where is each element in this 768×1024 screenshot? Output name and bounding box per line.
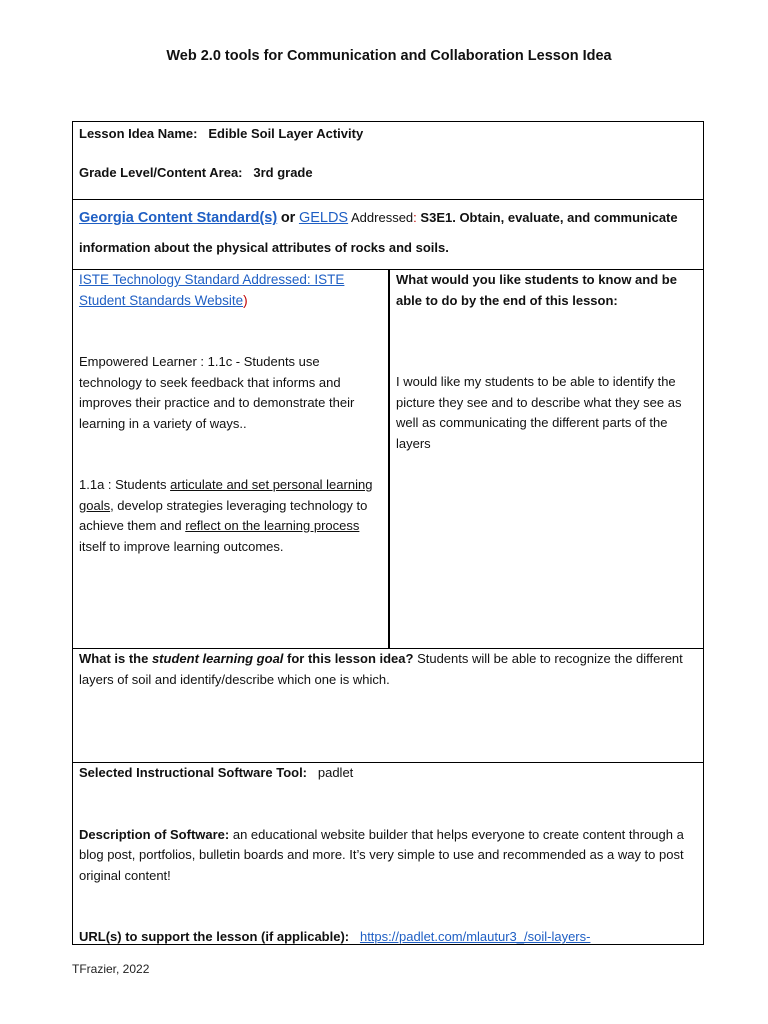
standard-code: S3E1. Obtain, evaluate, and communicate bbox=[420, 210, 678, 225]
software-desc-label: Description of Software: bbox=[79, 826, 230, 842]
empowered-learner-text: Empowered Learner : 1.1c - Students use technology to seek feedback that informs and improves their practice and to demonstrate their learning in a variety of ways.. bbox=[79, 354, 355, 431]
software-tool-value: padlet bbox=[317, 765, 354, 780]
url-label: URL(s) to support the lesson (if applicable): bbox=[79, 929, 350, 944]
or-text: or bbox=[280, 210, 296, 226]
learning-goal-row bbox=[73, 649, 703, 763]
grade-line bbox=[79, 163, 697, 184]
iste-1-1a-middle: , develop strategies leveraging technology to achieve them and bbox=[79, 497, 368, 533]
outcomes-column bbox=[390, 270, 703, 648]
learning-goal-text bbox=[79, 649, 697, 690]
software-description bbox=[79, 825, 697, 887]
software-tool-label: Selected Instructional Software Tool: bbox=[79, 765, 308, 780]
addressed-colon: : bbox=[413, 210, 417, 225]
software-desc-value: an educational website builder that helps everyone to create content through a blog post, portfolios, bulletin boards and more. It’s very simple to use and recommended as a way to post original content! bbox=[79, 826, 684, 883]
outcomes-question: What would you like students to know and be able to do by the end of this lesson: bbox=[396, 272, 677, 308]
iste-1-1a-underline-2: reflect on the learning process bbox=[185, 518, 360, 533]
url-line bbox=[79, 927, 697, 948]
standards-row bbox=[73, 200, 703, 270]
iste-paren: ) bbox=[243, 292, 248, 308]
software-row bbox=[73, 763, 703, 946]
iste-1-1a-underline-1: articulate and set personal learning goals bbox=[79, 477, 373, 513]
iste-heading bbox=[79, 270, 382, 311]
page-title: Web 2.0 tools for Communication and Collaboration Lesson Idea bbox=[166, 48, 612, 64]
goal-label-italic: student learning goal bbox=[151, 651, 284, 666]
grade-label: Grade Level/Content Area: bbox=[79, 164, 243, 180]
lesson-table bbox=[72, 121, 704, 945]
lesson-name-label: Lesson Idea Name: bbox=[79, 126, 198, 141]
iste-1-1a-text bbox=[79, 475, 382, 557]
padlet-url-link[interactable]: https://padlet.com/mlautur3_/soil-layers- bbox=[359, 929, 591, 944]
software-tool-line bbox=[79, 763, 697, 784]
lesson-name-value: Edible Soil Layer Activity bbox=[208, 126, 364, 141]
addressed-label: Addressed bbox=[351, 210, 414, 225]
lesson-info-row bbox=[73, 122, 703, 200]
georgia-standards-link[interactable]: Georgia Content Standard(s) bbox=[79, 210, 278, 226]
iste-column bbox=[73, 270, 390, 648]
outcomes-answer: I would like my students to be able to identify the picture they see and to describe what they see as well as communicating the different parts of the layers bbox=[396, 374, 682, 451]
iste-heading-link-1[interactable]: ISTE Technology Standard Addressed: ISTE bbox=[79, 272, 345, 287]
gelds-link[interactable]: GELDS bbox=[298, 210, 349, 226]
iste-heading-link-2[interactable]: Student Standards Website bbox=[79, 292, 244, 308]
iste-1-1a-prefix: 1.1a : Students bbox=[79, 477, 171, 492]
goal-label-prefix: What is the bbox=[79, 651, 152, 666]
iste-1-1a-suffix: itself to improve learning outcomes. bbox=[79, 538, 284, 554]
lesson-name-line bbox=[79, 124, 697, 145]
standard-description: information about the physical attributes of rocks and soils. bbox=[79, 240, 449, 255]
goal-label-suffix: for this lesson idea? bbox=[283, 651, 414, 666]
grade-value: 3rd grade bbox=[253, 164, 313, 180]
goal-answer: Students will be able to recognize the different layers of soil and identify/describe which one is which. bbox=[79, 651, 683, 687]
iste-outcomes-row bbox=[73, 270, 703, 649]
footer-credit: TFrazier, 2022 bbox=[72, 962, 150, 976]
standards-text bbox=[79, 203, 697, 262]
